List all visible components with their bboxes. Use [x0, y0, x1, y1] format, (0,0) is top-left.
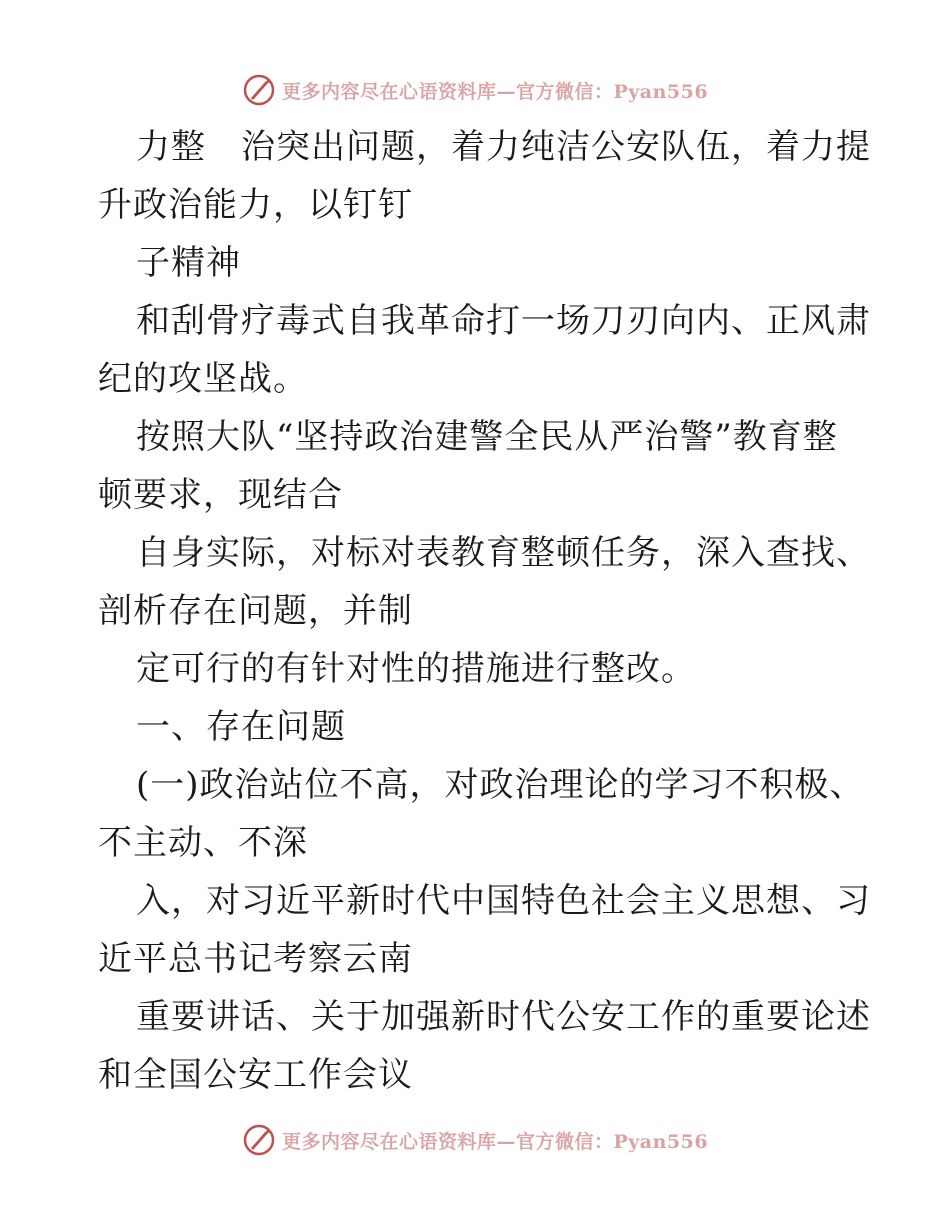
- watermark-text: 更多内容尽在心语资料库—官方微信：Pyan556: [281, 1130, 709, 1153]
- text-line: 重要讲话、关于加强新时代公安工作的重要论述: [136, 997, 871, 1037]
- text-line: 力整 治突出问题，着力纯洁公安队伍，着力提: [136, 127, 871, 167]
- text-line: 一、存在问题: [136, 707, 346, 747]
- text-line: 不主动、不深: [98, 823, 308, 863]
- text-line: 升政治能力，以钉钉: [98, 185, 413, 225]
- text-line: 和全国公安工作会议: [98, 1055, 413, 1095]
- text-line: 定可行的有针对性的措施进行整改。: [136, 649, 696, 689]
- text-line: 纪的攻坚战。: [98, 359, 308, 399]
- document-body: [98, 118, 871, 1104]
- header-watermark: [0, 70, 950, 110]
- text-line: 按照大队“坚持政治建警全民从严治警”教育整: [136, 417, 838, 457]
- text-line: 顿要求，现结合: [98, 475, 343, 515]
- text-line: (一)政治站位不高，对政治理论的学习不积极、: [136, 765, 865, 805]
- text-line: 自身实际，对标对表教育整顿任务，深入查找、: [136, 533, 871, 573]
- text-line: 子精神: [136, 243, 241, 283]
- text-line: 剖析存在问题，并制: [98, 591, 413, 631]
- footer-watermark: [0, 1120, 950, 1160]
- text-line: 入，对习近平新时代中国特色社会主义思想、习: [136, 881, 871, 921]
- quill-logo-icon: [242, 73, 276, 107]
- watermark-text: 更多内容尽在心语资料库—官方微信：Pyan556: [281, 80, 709, 103]
- text-line: 和刮骨疗毒式自我革命打一场刀刃向内、正风肃: [136, 301, 871, 341]
- text-line: 近平总书记考察云南: [98, 939, 413, 979]
- quill-logo-icon: [242, 1123, 276, 1157]
